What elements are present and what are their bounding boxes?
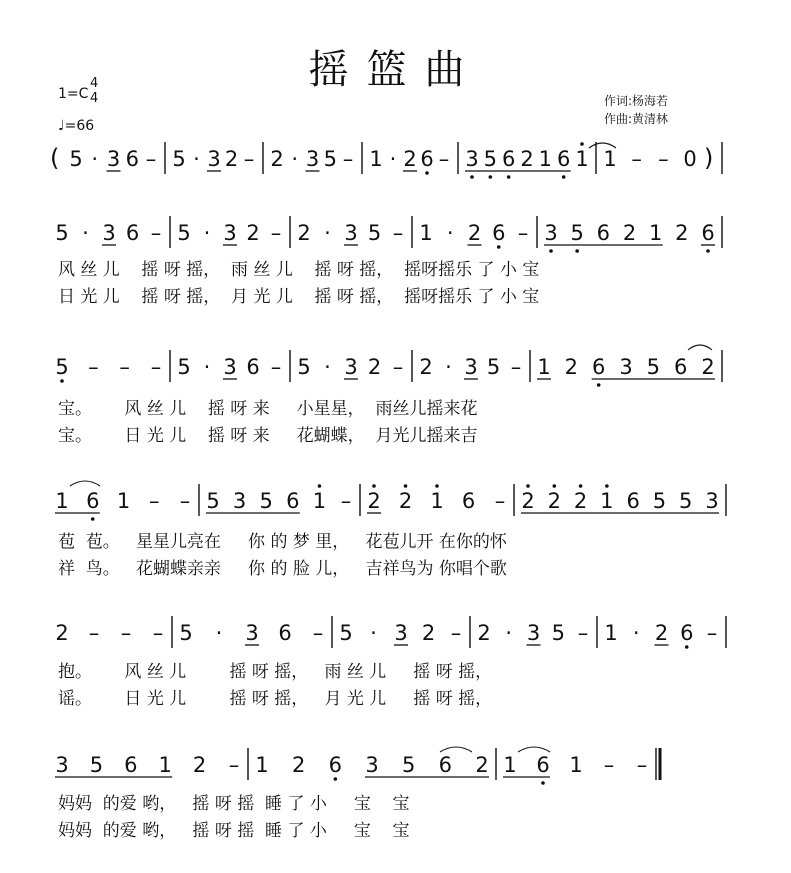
- row0-note: ·: [324, 221, 331, 245]
- row2-note: 2: [521, 489, 535, 513]
- row3-note: ·: [215, 621, 223, 645]
- lyricist: 作词:杨海若: [604, 94, 669, 108]
- row2-note: –: [179, 489, 191, 513]
- low-octave-dot: [541, 781, 545, 785]
- row4-note: 5: [89, 753, 104, 777]
- row1-note: ·: [324, 355, 331, 379]
- row1-note: 3: [344, 355, 358, 379]
- high-octave-dot: [435, 484, 439, 488]
- row1-note: –: [119, 355, 130, 379]
- composer: 作曲:黄清林: [604, 112, 669, 126]
- intro-note: 2: [520, 147, 534, 171]
- row2-note: 2: [573, 489, 588, 513]
- row3-note: –: [706, 621, 718, 645]
- row3-note: –: [120, 621, 132, 645]
- row2-note: –: [494, 489, 506, 513]
- intro-note: 6: [501, 147, 516, 171]
- row1-note: 2: [701, 355, 715, 379]
- row1-note: 2: [564, 355, 579, 379]
- row0-note: 5: [55, 221, 69, 245]
- row1-note: 3: [464, 355, 478, 379]
- row3-note: 1: [604, 621, 618, 645]
- intro-note: 1: [603, 147, 617, 171]
- low-octave-dot: [425, 171, 429, 175]
- row3-note: 5: [339, 621, 353, 645]
- row2-note: 1: [116, 489, 131, 513]
- intro-note: –: [438, 147, 450, 171]
- row0-note: 2: [675, 221, 689, 245]
- repeat-paren-open: (: [50, 144, 60, 172]
- row0-note: 5: [570, 221, 584, 245]
- low-octave-dot: [91, 517, 95, 521]
- row1-note: 3: [619, 355, 633, 379]
- slur: [440, 747, 472, 752]
- low-octave-dot: [497, 245, 501, 249]
- intro-note: 3: [465, 147, 479, 171]
- row0-note: 3: [102, 221, 116, 245]
- lyric-line: 妈妈 的爱 哟， 摇 呀 摇 睡 了 小 宝 宝: [58, 821, 410, 841]
- row4-note: 3: [55, 753, 69, 777]
- row4-note: 1: [158, 753, 172, 777]
- row4-note: 1: [569, 753, 583, 777]
- row4-note: 1: [255, 753, 269, 777]
- intro-note: 1: [575, 147, 589, 171]
- row3-note: –: [577, 621, 589, 645]
- low-octave-dot: [334, 777, 338, 781]
- row0-note: 2: [297, 221, 311, 245]
- high-octave-dot: [605, 484, 609, 488]
- intro-note: 3: [106, 147, 121, 171]
- intro-note: 5: [323, 147, 337, 171]
- low-octave-dot: [597, 383, 601, 387]
- high-octave-dot: [579, 484, 583, 488]
- row2-note: 6: [286, 489, 300, 513]
- row2-note: 1: [312, 489, 327, 513]
- key-signature: 1=C: [58, 86, 89, 102]
- lyric-line: 妈妈 的爱 哟， 摇 呀 摇 睡 了 小 宝 宝: [58, 794, 410, 814]
- row0-note: 3: [223, 221, 237, 245]
- intro-note: –: [145, 147, 157, 171]
- row3-note: ·: [632, 621, 640, 645]
- row0-note: 2: [467, 221, 482, 245]
- intro-note: –: [631, 147, 642, 171]
- row4-note: –: [603, 753, 615, 777]
- row1-note: –: [270, 355, 282, 379]
- low-octave-dot: [489, 175, 493, 179]
- row2-note: 6: [461, 489, 476, 513]
- row2-note: 2: [547, 489, 561, 513]
- row0-note: 6: [701, 221, 715, 245]
- quarter-note-icon: ♩: [58, 118, 65, 134]
- row2-note: 1: [55, 489, 69, 513]
- low-octave-dot: [562, 175, 566, 179]
- row2-note: 1: [600, 489, 614, 513]
- intro-note: 5: [69, 147, 83, 171]
- row0-note: ·: [203, 221, 211, 245]
- intro-note: –: [243, 147, 255, 171]
- low-octave-dot: [60, 379, 64, 383]
- intro-note: –: [658, 147, 669, 171]
- row2-note: 3: [705, 489, 719, 513]
- intro-note: ·: [291, 147, 299, 171]
- row1-note: –: [392, 355, 404, 379]
- high-octave-dot: [404, 484, 408, 488]
- row1-note: 5: [646, 355, 661, 379]
- intro-note: 2: [270, 147, 284, 171]
- intro-note: 6: [125, 147, 139, 171]
- row3-note: ·: [370, 621, 377, 645]
- intro-note: ·: [389, 147, 397, 171]
- row1-note: –: [150, 355, 162, 379]
- row2-note: 2: [367, 489, 381, 513]
- high-octave-dot: [372, 484, 376, 488]
- high-octave-dot: [318, 484, 322, 488]
- row3-note: 3: [245, 621, 259, 645]
- repeat-paren-close: ): [704, 144, 714, 172]
- row1-note: 5: [486, 355, 501, 379]
- row4-note: 1: [503, 753, 517, 777]
- row0-note: 2: [246, 221, 260, 245]
- row3-note: 2: [55, 621, 69, 645]
- row1-note: 2: [419, 355, 433, 379]
- row0-note: 1: [648, 221, 663, 245]
- intro-note: 5: [483, 147, 498, 171]
- high-octave-dot: [526, 484, 530, 488]
- row2-note: 5: [679, 489, 693, 513]
- row1-note: 3: [223, 355, 237, 379]
- row0-note: –: [150, 221, 162, 245]
- lyric-line: 宝。 日 光 儿 摇 呀 来 花蝴蝶， 月光儿摇来吉: [58, 426, 478, 446]
- row2-note: 6: [626, 489, 640, 513]
- row3-note: 5: [179, 621, 193, 645]
- slur: [688, 345, 712, 350]
- intro-note: –: [342, 147, 354, 171]
- row0-note: ·: [82, 221, 89, 245]
- row1-note: –: [510, 355, 522, 379]
- row2-note: 5: [206, 489, 220, 513]
- row3-note: 6: [278, 621, 292, 645]
- row1-note: 1: [537, 355, 551, 379]
- time-denominator: 4: [90, 91, 99, 106]
- row0-note: 3: [544, 221, 558, 245]
- row0-note: 6: [596, 221, 611, 245]
- row3-note: 5: [551, 621, 565, 645]
- row0-note: –: [517, 221, 529, 245]
- row3-note: 6: [680, 621, 694, 645]
- row3-note: –: [450, 621, 462, 645]
- row0-note: –: [392, 221, 404, 245]
- lyric-line: 祥 鸟。 花蝴蝶亲亲 你 的 脸 儿， 吉祥鸟为 你唱个歌: [58, 559, 507, 579]
- time-numerator: 4: [90, 76, 99, 91]
- row2-note: 2: [398, 489, 413, 513]
- intro-note: 2: [403, 147, 417, 171]
- row2-note: 3: [232, 489, 247, 513]
- lyric-line: 风 丝 儿 摇 呀 摇， 雨 丝 儿 摇 呀 摇， 摇呀摇乐 了 小 宝: [58, 260, 540, 280]
- row1-note: ·: [445, 355, 452, 379]
- row2-note: 5: [652, 489, 667, 513]
- row2-note: –: [340, 489, 352, 513]
- row1-note: 6: [246, 355, 260, 379]
- intro-note: 3: [207, 147, 221, 171]
- row4-note: 2: [192, 753, 207, 777]
- row0-note: 5: [367, 221, 382, 245]
- row0-note: 3: [344, 221, 358, 245]
- row3-note: –: [88, 621, 100, 645]
- intro-note: 6: [420, 147, 434, 171]
- row3-note: 2: [654, 621, 669, 645]
- row1-note: 6: [673, 355, 688, 379]
- row0-note: 6: [125, 221, 140, 245]
- intro-note: 5: [172, 147, 186, 171]
- tempo-value: =66: [64, 118, 95, 134]
- low-octave-dot: [706, 249, 710, 253]
- lyric-line: 宝。 风 丝 儿 摇 呀 来 小星星， 雨丝儿摇来花: [58, 399, 478, 419]
- row0-note: 2: [622, 221, 637, 245]
- row3-note: 2: [421, 621, 436, 645]
- intro-note: ·: [91, 147, 99, 171]
- row3-note: ·: [505, 621, 513, 645]
- row3-note: –: [312, 621, 324, 645]
- row4-note: 6: [124, 753, 138, 777]
- high-octave-dot: [580, 142, 584, 146]
- slur: [518, 747, 550, 752]
- row1-note: 5: [177, 355, 191, 379]
- row3-note: –: [152, 621, 164, 645]
- row3-note: 3: [394, 621, 408, 645]
- intro-note: 1: [538, 147, 553, 171]
- row4-note: –: [636, 753, 648, 777]
- intro-note: 2: [224, 147, 239, 171]
- row3-note: 3: [526, 621, 541, 645]
- intro-note: 6: [556, 147, 571, 171]
- row1-note: 6: [591, 355, 606, 379]
- row0-note: ·: [446, 221, 454, 245]
- high-octave-dot: [552, 484, 556, 488]
- row4-note: 5: [401, 753, 416, 777]
- row2-note: 5: [259, 489, 273, 513]
- lyric-line: 抱。 风 丝 儿 摇 呀 摇， 雨 丝 儿 摇 呀 摇，: [58, 662, 493, 682]
- intro-note: 3: [305, 147, 320, 171]
- row1-note: 2: [367, 355, 382, 379]
- row1-note: –: [88, 355, 99, 379]
- row0-note: 5: [177, 221, 191, 245]
- row4-note: 3: [365, 753, 379, 777]
- low-octave-dot: [470, 175, 474, 179]
- lyric-line: 日 光 儿 摇 呀 摇， 月 光 儿 摇 呀 摇， 摇呀摇乐 了 小 宝: [58, 287, 540, 307]
- row4-note: 2: [291, 753, 306, 777]
- low-octave-dot: [575, 249, 579, 253]
- row0-note: 6: [492, 221, 506, 245]
- slur: [70, 481, 100, 486]
- row2-note: 6: [86, 489, 100, 513]
- low-octave-dot: [685, 645, 689, 649]
- low-octave-dot: [549, 249, 553, 253]
- row1-note: ·: [203, 355, 211, 379]
- low-octave-dot: [507, 175, 511, 179]
- row0-note: –: [270, 221, 282, 245]
- row4-note: 6: [328, 753, 343, 777]
- intro-note: 1: [369, 147, 383, 171]
- row4-note: 6: [438, 753, 453, 777]
- row0-note: 1: [419, 221, 433, 245]
- row3-note: 2: [477, 621, 491, 645]
- intro-note: ·: [193, 147, 200, 171]
- row1-note: 5: [55, 355, 69, 379]
- row4-note: –: [228, 753, 240, 777]
- lyric-line: 苞 苞。 星星儿亮在 你 的 梦 里， 花苞儿开 在你的怀: [58, 532, 507, 552]
- row2-note: 1: [430, 489, 444, 513]
- page-title: 摇篮曲: [308, 47, 483, 93]
- row4-note: 2: [475, 753, 489, 777]
- row2-note: –: [149, 489, 160, 513]
- lyric-line: 谣。 日 光 儿 摇 呀 摇， 月 光 儿 摇 呀 摇，: [58, 689, 493, 709]
- row4-note: 6: [536, 753, 550, 777]
- row1-note: 5: [297, 355, 311, 379]
- intro-note: 0: [683, 147, 697, 171]
